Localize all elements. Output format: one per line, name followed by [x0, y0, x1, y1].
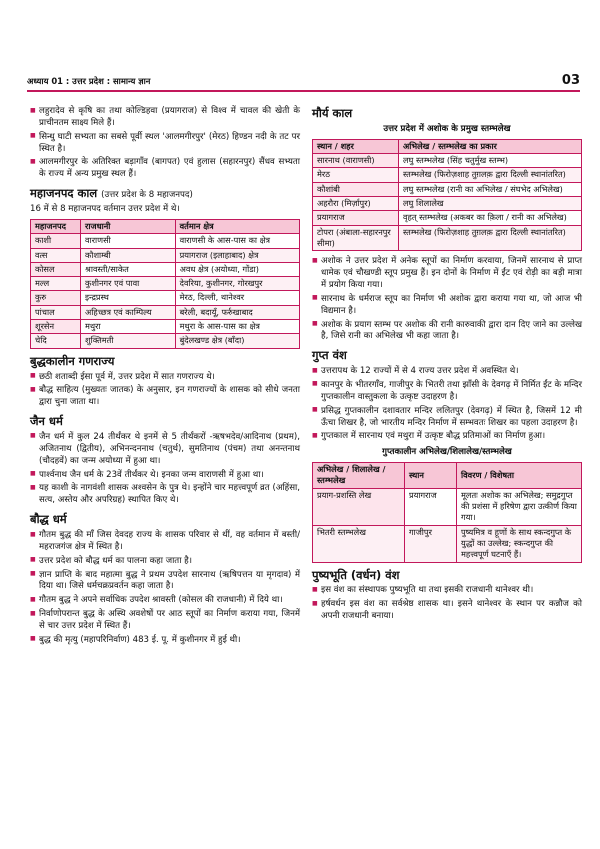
mahajanpad-intro: 16 में से 8 महाजनपद वर्तमान उत्तर प्रदेश में थे।: [30, 204, 180, 215]
list-item: ■ बुद्ध की मृत्यु (महापरिनिर्वाण) 483 ई. पू. में कुशीनगर में हुई थी।: [30, 635, 300, 647]
ashok-table-caption: उत्तर प्रदेश में अशोक के प्रमुख स्तम्भलेख: [383, 123, 511, 134]
table-cell: देवरिया, कुशीनगर, गोरखपुर: [175, 277, 299, 291]
jain-bullet-list: [30, 432, 300, 507]
bauddh-bullet-list: [30, 530, 300, 647]
table-cell: भितरी स्तम्भलेख: [313, 525, 405, 562]
table-cell: इन्द्रप्रस्थ: [81, 291, 176, 305]
table-row: [313, 525, 582, 562]
pushyabhuti-heading: पुष्यभूति (वर्धन) वंश: [312, 567, 400, 582]
table-cell: वत्स: [31, 248, 81, 262]
mahajanpad-heading-text: महाजनपद काल: [30, 186, 98, 201]
list-item: ■ सारनाथ के धर्मराज स्तूप का निर्माण भी अशोक द्वारा कराया गया था, जो आज भी विद्यमान है।: [312, 294, 582, 318]
list-item: ■ लहुरादेव से कृषि का तथा कोल्डिहवा (प्रयागराज) से विश्व में चावल की खेती के प्राचीनतम साक्ष्य मिले हैं।: [30, 106, 300, 130]
column-header: विवरण / विशेषता: [457, 463, 582, 489]
column-header: महाजनपद: [31, 219, 81, 233]
column-header: वर्तमान क्षेत्र: [175, 219, 299, 233]
list-item: ■ निर्वाणोपरान्त बुद्ध के अस्थि अवशेषों पर आठ स्तूपों का निर्माण कराया गया, जिनमें से चार उत्तर प्रदेश में स्थित हैं।: [30, 609, 300, 633]
column-header: राजधानी: [81, 219, 176, 233]
column-header: अभिलेख / शिलालेख / स्तम्भलेख: [313, 463, 405, 489]
list-item: ■ हर्षवर्धन इस वंश का सर्वश्रेष्ठ शासक था। इसने थानेश्वर के स्थान पर कन्नौज को अपनी राजधानी बनाया।: [312, 599, 582, 623]
column-header: अभिलेख / स्तम्भलेख का प्रकार: [399, 139, 582, 153]
table-cell: कोसल: [31, 262, 81, 276]
table-row: [31, 305, 300, 319]
table-cell: लघु शिलालेख: [399, 196, 582, 210]
gupta-heading: गुप्त वंश: [312, 348, 347, 363]
table-cell: पुष्यमित्र व हूणों के साथ स्कन्दगुप्त के युद्धों का उल्लेख; स्कन्दगुप्त की महत्त्वपूर्ण घटनाएँ हैं।: [457, 525, 582, 562]
table-cell: वाराणसी: [81, 234, 176, 248]
table-cell: शुक्तिमती: [81, 334, 176, 348]
table-cell: मल्ल: [31, 277, 81, 291]
list-item: ■ गुप्तकाल में सारनाथ एवं मथुरा में उत्कृष्ट बौद्ध प्रतिमाओं का निर्माण हुआ।: [312, 431, 582, 443]
table-cell: अहिच्छत्र एवं काम्पिल्य: [81, 305, 176, 319]
table-cell: सारनाथ (वाराणसी): [313, 154, 399, 168]
bauddh-heading: बौद्ध धर्म: [30, 512, 67, 527]
gupta-table-caption: गुप्तकालीन अभिलेख/शिलालेख/स्तम्भलेख: [382, 447, 512, 458]
gupta-bullet-list: [312, 366, 582, 443]
table-row: [31, 334, 300, 348]
table-cell: बरेली, बदायूँ, फर्रुखाबाद: [175, 305, 299, 319]
table-cell: टोपरा (अंबाला-सहारनपुर सीमा): [313, 225, 399, 251]
list-item: ■ इस वंश का संस्थापक पुष्यभूति था तथा इसकी राजधानी थानेश्वर थी।: [312, 585, 582, 597]
table-header-row: [313, 463, 582, 489]
table-row: [313, 168, 582, 182]
maurya-bullet-list: [312, 256, 582, 343]
table-cell: श्रावस्ती/साकेत: [81, 262, 176, 276]
table-row: [313, 196, 582, 210]
table-row: [313, 211, 582, 225]
table-cell: गाजीपुर: [405, 525, 457, 562]
table-cell: अवध क्षेत्र (अयोध्या, गोंडा): [175, 262, 299, 276]
chapter-title: अध्याय 01 : उत्तर प्रदेश : सामान्य ज्ञान: [27, 76, 151, 86]
table-cell: मेरठ, दिल्ली, थानेश्वर: [175, 291, 299, 305]
table-cell: स्तम्भलेख (फिरोज़शाह तुग़लक़ द्वारा दिल्ली स्थानांतरित): [399, 225, 582, 251]
ganrajya-heading: बुद्धकालीन गणराज्य: [30, 353, 115, 368]
left-column: [30, 106, 300, 649]
table-row: [31, 234, 300, 248]
list-item: ■ उत्तर प्रदेश को बौद्ध धर्म का पालना कहा जाता है।: [30, 556, 300, 568]
table-cell: मेरठ: [313, 168, 399, 182]
table-cell: कौशाम्बी: [81, 248, 176, 262]
table-row: [31, 262, 300, 276]
table-cell: प्रयाग-प्रशस्ति लेख: [313, 488, 405, 525]
table-cell: स्तम्भलेख (फिरोज़शाह तुग़लक़ द्वारा दिल्ली स्थानांतरित): [399, 168, 582, 182]
mahajanpad-table: [30, 219, 300, 349]
list-item: ■ गौतम बुद्ध ने अपने सर्वाधिक उपदेश श्रावस्ती (कोसल की राजधानी) में दिये था।: [30, 595, 300, 607]
list-item: ■ उत्तरापथ के 12 राज्यों में से 4 राज्य उत्तर प्रदेश में अवस्थित थे।: [312, 366, 582, 378]
list-item: ■ कानपुर के भीतरगाँव, गाजीपुर के भितरी तथा झाँसी के देवगढ़ में निर्मित ईंट के मन्दिर गुप्तकालीन वास्तुकला के उत्कृष्ट उदाहरण है।: [312, 380, 582, 404]
table-cell: वाराणसी के आस-पास का क्षेत्र: [175, 234, 299, 248]
table-row: [31, 291, 300, 305]
table-row: [31, 320, 300, 334]
table-cell: लघु स्तम्भलेख (रानी का अभिलेख / संघभेद अभिलेख): [399, 182, 582, 196]
list-item: ■ अशोक ने उत्तर प्रदेश में अनेक स्तूपों का निर्माण करवाया, जिनमें सारनाथ से प्राप्त धामेक एवं चौखण्डी स्तूप प्रमुख हैं। इन दोनों के निर्माण में ईंट एवं रोड़ी का बड़ी मात्रा में प्रयोग किया गया।: [312, 256, 582, 292]
table-cell: बुंदेलखण्ड क्षेत्र (बाँदा): [175, 334, 299, 348]
table-row: [31, 277, 300, 291]
table-cell: पांचाल: [31, 305, 81, 319]
table-row: [313, 154, 582, 168]
table-cell: शूरसेन: [31, 320, 81, 334]
list-item: ■ प्रसिद्ध गुप्तकालीन दशावतार मन्दिर ललितपुर (देवगढ़) में स्थित है, जिसमें 12 मी ऊँचा शिखर है, जो भारतीय मन्दिर निर्माण में सम्भवतः शिखर का पहला उदाहरण है।: [312, 406, 582, 430]
jain-heading: जैन धर्म: [30, 414, 63, 429]
table-cell: मथुरा के आस-पास का क्षेत्र: [175, 320, 299, 334]
list-item: ■ ज्ञान प्राप्ति के बाद महात्मा बुद्ध ने प्रथम उपदेश सारनाथ (ऋषिपत्तन या मृगदाव) में दिया था। जिसे धर्मचक्रप्रवर्तन कहा जाता है।: [30, 570, 300, 594]
list-item: ■ पार्श्वनाथ जैन धर्म के 23वें तीर्थंकर थे। इनका जन्म वाराणसी में हुआ था।: [30, 470, 300, 482]
list-item: ■ सिन्धु घाटी सभ्यता का सबसे पूर्वी स्थल 'आलमगीरपुर' (मेरठ) हिण्डन नदी के तट पर स्थित है।: [30, 132, 300, 156]
table-cell: कौशांबी: [313, 182, 399, 196]
ashok-inscriptions-table: [312, 139, 582, 252]
table-cell: काशी: [31, 234, 81, 248]
gupta-inscriptions-table: [312, 462, 582, 563]
table-row: [313, 488, 582, 525]
page-header: [27, 72, 580, 92]
list-item: ■ आलमगीरपुर के अतिरिक्त बड़ागाँव (बागपत) एवं हुलास (सहारनपुर) सैंधव सभ्यता के राज्य में अन्य प्रमुख स्थल हैं।: [30, 157, 300, 181]
table-row: [313, 182, 582, 196]
column-header: स्थान: [405, 463, 457, 489]
mahajanpad-heading: [30, 186, 300, 202]
table-header-row: [313, 139, 582, 153]
table-cell: मूलतः अशोक का अभिलेख; समुद्रगुप्त की प्रशंसा में हरिषेण द्वारा उत्कीर्ण किया गया।: [457, 488, 582, 525]
table-cell: लघु स्तम्भलेख (सिंह चतुर्मुख स्तम्भ): [399, 154, 582, 168]
right-column: [312, 106, 582, 625]
table-cell: कुशीनगर एवं पावा: [81, 277, 176, 291]
table-cell: अहरौरा (मिर्ज़ापुर): [313, 196, 399, 210]
table-cell: कुरु: [31, 291, 81, 305]
ganrajya-bullet-list: [30, 372, 300, 410]
intro-bullet-list: [30, 106, 300, 181]
table-cell: वृहत् स्तम्भलेख (अकबर का क़िला / रानी का अभिलेख): [399, 211, 582, 225]
list-item: ■ बौद्ध साहित्य (मुख्यतः जातक) के अनुसार, इन गणराज्यों के शासक को सीधे जनता द्वारा चुना जाता था।: [30, 385, 300, 409]
table-cell: चेदि: [31, 334, 81, 348]
list-item: ■ जैन धर्म में कुल 24 तीर्थंकर थे इनमें से 5 तीर्थंकरों -ऋषभदेव/आदिनाथ (प्रथम), अजितनाथ (द्वितीय), अभिनन्दननाथ (चतुर्थ), सुमतिनाथ (पंचम) तथा अनन्तनाथ (चौदहवें) का जन्म अयोध्या में हुआ था।: [30, 432, 300, 468]
list-item: ■ गौतम बुद्ध की माँ जिस देवदह राज्य के शासक परिवार से थीं, वह वर्तमान में बस्ती/महराजगंज क्षेत्र में स्थित है।: [30, 530, 300, 554]
table-row: [313, 225, 582, 251]
table-cell: प्रयागराज (इलाहाबाद) क्षेत्र: [175, 248, 299, 262]
table-cell: मथुरा: [81, 320, 176, 334]
mahajanpad-heading-sub: (उत्तर प्रदेश के 8 महाजनपद): [101, 190, 193, 201]
list-item: ■ अशोक के प्रयाग स्तम्भ पर अशोक की रानी कारुवाकी द्वारा दान दिए जाने का उल्लेख है, जिसे रानी का अभिलेख भी कहा जाता है।: [312, 320, 582, 344]
table-cell: प्रयागराज: [405, 488, 457, 525]
list-item: ■ छठी शताब्दी ईसा पूर्व में, उत्तर प्रदेश में सात गणराज्य थे।: [30, 372, 300, 384]
maurya-heading: मौर्य काल: [312, 106, 353, 120]
table-cell: प्रयागराज: [313, 211, 399, 225]
list-item: ■ यह काशी के नागवंशी शासक अश्वसेन के पुत्र थे। इन्होंने चार महत्त्वपूर्ण व्रत (अहिंसा, सत्य, अस्तेय और अपरिग्रह) स्थापित किए थे।: [30, 483, 300, 507]
table-row: [31, 248, 300, 262]
table-header-row: [31, 219, 300, 233]
page-number: 03: [561, 73, 580, 88]
column-header: स्थान / शहर: [313, 139, 399, 153]
pushyabhuti-bullet-list: [312, 585, 582, 623]
